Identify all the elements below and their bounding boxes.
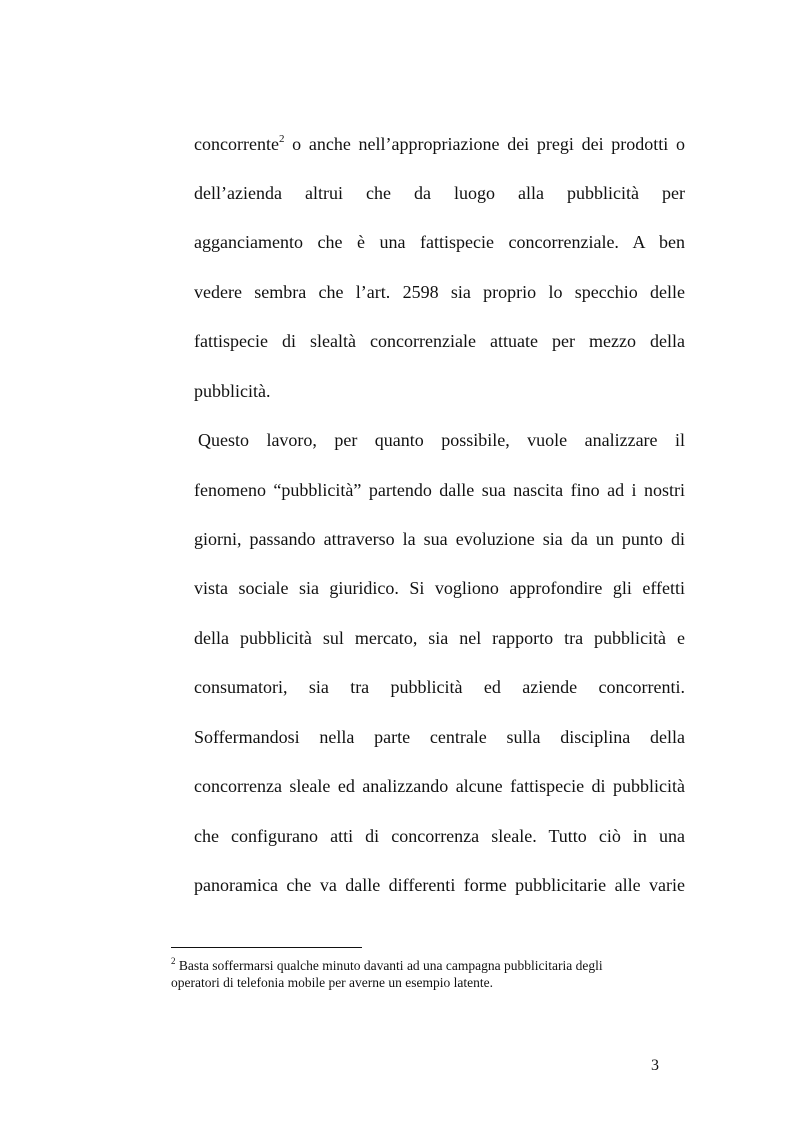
text-line: giorni, passando attraverso la sua evoluzione sia da un punto di [194,529,685,549]
footnote: $^2$ Basta soffermarsi qualche minuto davanti ad una campagna pubblicitaria degli [171,956,603,973]
text-line: della pubblicità sul mercato, sia nel rapporto tra pubblicità e [194,628,685,648]
text-line: fenomeno “pubblicità” partendo dalle sua nascita fino ad i nostri [194,480,685,500]
footnote-line: operatori di telefonia mobile per averne un esempio latente. [171,975,493,990]
text-line: agganciamento che è una fattispecie concorrenziale. A ben [194,232,685,252]
footnote-separator [171,947,362,948]
footnote-number: 2 [171,956,176,966]
text-line: che configurano atti di concorrenza sleale. Tutto ciò in una [194,826,685,846]
text-line: dell’azienda altrui che da luogo alla pubblicità per [194,183,685,203]
text-line: concorrente$^2$ o anche nell’appropriazione dei pregi dei prodotti o [194,133,685,154]
text-line: vista sociale sia giuridico. Si vogliono approfondire gli effetti [194,578,685,598]
paragraph-first-line: Questo lavoro, per quanto possibile, vuole analizzare il [198,430,685,450]
page-number: 3 [651,1057,659,1074]
text-line: Soffermandosi nella parte centrale sulla disciplina della [194,727,685,747]
text-line: fattispecie di slealtà concorrenziale attuate per mezzo della [194,331,685,351]
text-line: vedere sembra che l’art. 2598 sia proprio lo specchio delle [194,282,685,302]
footnote-reference[interactable]: 2 [278,133,285,145]
text-line: consumatori, sia tra pubblicità ed aziende concorrenti. [194,677,685,697]
text-line: pubblicità. [194,381,271,401]
text-line: panoramica che va dalle differenti forme pubblicitarie alle varie [194,875,685,895]
text-line: concorrenza sleale ed analizzando alcune fattispecie di pubblicità [194,776,685,796]
